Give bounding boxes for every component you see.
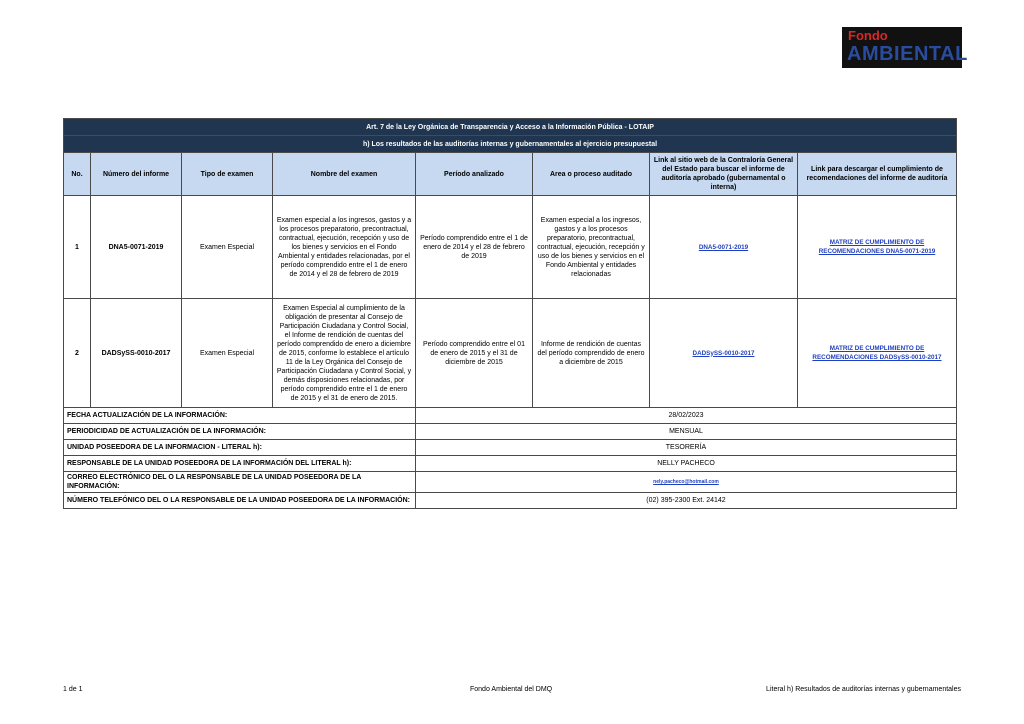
info-row-telefono <box>64 493 957 509</box>
info-value: 28/02/2023 <box>416 408 957 424</box>
table-title-lotaip: Art. 7 de la Ley Orgánica de Transparencia y Acceso a la Información Pública - LOTAIP <box>64 119 957 136</box>
info-label: FECHA ACTUALIZACIÓN DE LA INFORMACIÓN: <box>64 408 416 424</box>
cell-link-contraloria <box>650 299 798 408</box>
info-row-unidad <box>64 440 957 456</box>
info-label: NÚMERO TELEFÓNICO DEL O LA RESPONSABLE DE LA UNIDAD POSEEDORA DE LA INFORMACIÓN: <box>64 493 416 509</box>
footer-right-text: Literal h) Resultados de auditorías internas y gubernamentales <box>766 686 961 693</box>
info-label: UNIDAD POSEEDORA DE LA INFORMACION - LITERAL h): <box>64 440 416 456</box>
info-label: CORREO ELECTRÓNICO DEL O LA RESPONSABLE DE LA UNIDAD POSEEDORA DE LA INFORMACIÓN: <box>64 472 416 493</box>
header-row <box>64 153 957 196</box>
logo-line2: AMBIENTAL <box>847 43 968 65</box>
info-row-responsable <box>64 456 957 472</box>
table-row <box>64 196 957 299</box>
link-recomendaciones-dadsyss[interactable]: MATRIZ DE CUMPLIMIENTO DE RECOMENDACIONES DADSySS-0010-2017 <box>812 345 942 361</box>
header-link-recomendaciones: Link para descargar el cumplimiento de recomendaciones del informe de auditoría <box>798 153 957 196</box>
cell-periodo: Período comprendido entre el 01 de enero de 2015 y el 31 de diciembre de 2015 <box>416 299 533 408</box>
header-periodo: Período analizado <box>416 153 533 196</box>
footer-center-text: Fondo Ambiental del DMQ <box>470 686 553 693</box>
cell-periodo: Período comprendido entre el 1 de enero de 2014 y el 28 de febrero de 2019 <box>416 196 533 299</box>
info-value: TESORERÍA <box>416 440 957 456</box>
link-contraloria-dnas[interactable]: DNA5-0071-2019 <box>698 243 749 251</box>
footer-page-number: 1 de 1 <box>63 686 83 693</box>
link-recomendaciones-dnas[interactable]: MATRIZ DE CUMPLIMIENTO DE RECOMENDACIONES DNA5-0071-2019 <box>818 239 936 255</box>
cell-link-recomendaciones <box>798 299 957 408</box>
cell-no: 2 <box>64 299 91 408</box>
info-row-periodicidad <box>64 424 957 440</box>
logo-line1: Fondo <box>848 28 888 43</box>
header-link-contraloria: Link al sitio web de la Contraloría General del Estado para buscar el informe de auditoría aprobado (gubernamental o interna) <box>650 153 798 196</box>
info-value: MENSUAL <box>416 424 957 440</box>
cell-tipo: Examen Especial <box>182 299 273 408</box>
cell-area: Informe de rendición de cuentas del período comprendido de enero a diciembre de 2015 <box>533 299 650 408</box>
cell-area: Examen especial a los ingresos, gastos y a los procesos preparatorio, precontractual, contractual, ejecución, recepción y uso de los bienes y servicios en el Fondo Ambiental y entidades relacionadas <box>533 196 650 299</box>
header-nombre-examen: Nombre del examen <box>273 153 416 196</box>
info-label: RESPONSABLE DE LA UNIDAD POSEEDORA DE LA INFORMACIÓN DEL LITERAL h): <box>64 456 416 472</box>
info-value <box>416 472 957 493</box>
cell-link-recomendaciones <box>798 196 957 299</box>
email-link[interactable]: nely.pacheco@hotmail.com <box>653 479 719 485</box>
table-subtitle-literal-h: h) Los resultados de las auditorías internas y gubernamentales al ejercicio presupuestal <box>64 136 957 153</box>
info-row-correo <box>64 472 957 493</box>
header-tipo-examen: Tipo de examen <box>182 153 273 196</box>
table-row <box>64 299 957 408</box>
info-label: PERIODICIDAD DE ACTUALIZACIÓN DE LA INFORMACIÓN: <box>64 424 416 440</box>
header-numero-informe: Número del informe <box>91 153 182 196</box>
info-value: (02) 395-2300 Ext. 24142 <box>416 493 957 509</box>
link-contraloria-dadsyss[interactable]: DADSySS-0010-2017 <box>692 349 755 357</box>
cell-informe: DNA5-0071-2019 <box>91 196 182 299</box>
header-area: Area o proceso auditado <box>533 153 650 196</box>
audit-results-table <box>63 118 957 509</box>
fondo-ambiental-logo <box>842 27 968 68</box>
header-no: No. <box>64 153 91 196</box>
info-value: NELLY PACHECO <box>416 456 957 472</box>
info-row-fecha <box>64 408 957 424</box>
cell-nombre: Examen especial a los ingresos, gastos y a los procesos preparatorio, precontractual, contractual, ejecución, recepción y uso de los bienes y servicios en el Fondo Ambiental y entidades relacionadas, por el período comprendido entre el 1 de enero de 2014 y el 28 de febrero de 2019 <box>273 196 416 299</box>
cell-tipo: Examen Especial <box>182 196 273 299</box>
cell-informe: DADSySS-0010-2017 <box>91 299 182 408</box>
cell-link-contraloria <box>650 196 798 299</box>
cell-nombre: Examen Especial al cumplimiento de la obligación de presentar al Consejo de Participación Ciudadana y Control Social, el Informe de rendición de cuentas del período comprendido de enero a diciembre de 2015, conforme lo establece el artículo 11 de la Ley Orgánica del Consejo de Participación Ciudadana y Control Social, y demás disposiciones relacionadas, por período comprendido entre el 1 de enero de 2015 y el 31 de enero de 2015. <box>273 299 416 408</box>
cell-no: 1 <box>64 196 91 299</box>
